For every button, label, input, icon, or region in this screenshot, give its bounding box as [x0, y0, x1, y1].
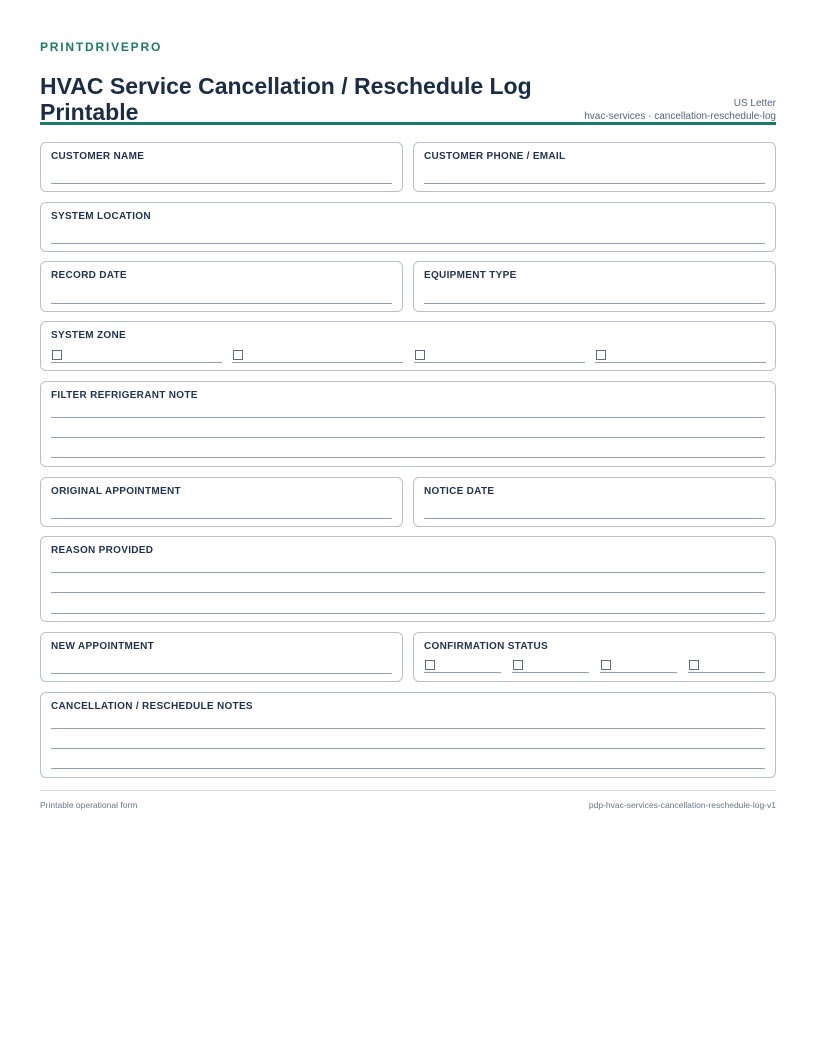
- status-checkbox-1[interactable]: [425, 660, 435, 670]
- field-label: SYSTEM ZONE: [51, 330, 126, 341]
- field-label: CANCELLATION / RESCHEDULE NOTES: [51, 701, 253, 712]
- form-page: [40, 40, 776, 125]
- notes-field[interactable]: [40, 692, 776, 778]
- field-label: ORIGINAL APPOINTMENT: [51, 486, 181, 497]
- field-label: CUSTOMER NAME: [51, 151, 145, 162]
- field-label: CONFIRMATION STATUS: [424, 641, 549, 652]
- field-label: REASON PROVIDED: [51, 545, 154, 556]
- zone-write-line-2[interactable]: [232, 362, 403, 363]
- zone-checkbox-3[interactable]: [415, 350, 425, 360]
- write-line[interactable]: [51, 673, 392, 674]
- field-label: EQUIPMENT TYPE: [424, 270, 517, 281]
- write-line[interactable]: [51, 572, 765, 573]
- zone-write-line-4[interactable]: [595, 362, 766, 363]
- field-label: FILTER REFRIGERANT NOTE: [51, 390, 198, 401]
- write-line[interactable]: [51, 457, 765, 458]
- original-appointment-field[interactable]: [40, 477, 403, 527]
- confirmation-status-field: [413, 632, 776, 682]
- status-write-line-2[interactable]: [512, 672, 589, 673]
- filter-note-field[interactable]: [40, 381, 776, 467]
- equipment-type-field[interactable]: [413, 261, 776, 312]
- zone-write-line-1[interactable]: [51, 362, 222, 363]
- customer-name-field[interactable]: [40, 142, 403, 192]
- brand-logo-text: PRINTDRIVEPRO: [40, 40, 163, 54]
- page-meta: [584, 97, 776, 123]
- system-location-field[interactable]: [40, 202, 776, 252]
- write-line[interactable]: [424, 183, 765, 184]
- page-header: [40, 54, 776, 125]
- status-write-line-1[interactable]: [424, 672, 501, 673]
- footer-form-id: pdp-hvac-services-cancellation-reschedule-log-v1: [588, 800, 776, 810]
- notice-date-field[interactable]: [413, 477, 776, 527]
- write-line[interactable]: [51, 518, 392, 519]
- form-path: hvac-services · cancellation-reschedule-log: [584, 111, 776, 122]
- footer-left-text: Printable operational form: [40, 800, 138, 810]
- zone-checkbox-2[interactable]: [233, 350, 243, 360]
- write-line[interactable]: [424, 303, 765, 304]
- write-line[interactable]: [51, 748, 765, 749]
- status-write-line-4[interactable]: [688, 672, 765, 673]
- write-line[interactable]: [51, 243, 765, 244]
- write-line[interactable]: [424, 518, 765, 519]
- status-write-line-3[interactable]: [600, 672, 677, 673]
- status-checkbox-3[interactable]: [601, 660, 611, 670]
- write-line[interactable]: [51, 417, 765, 418]
- field-label: CUSTOMER PHONE / EMAIL: [424, 151, 566, 162]
- field-label: SYSTEM LOCATION: [51, 211, 151, 222]
- customer-contact-field[interactable]: [413, 142, 776, 192]
- system-zone-field: [40, 321, 776, 371]
- reason-provided-field[interactable]: [40, 536, 776, 622]
- new-appointment-field[interactable]: [40, 632, 403, 682]
- zone-checkbox-1[interactable]: [52, 350, 62, 360]
- write-line[interactable]: [51, 728, 765, 729]
- field-label: RECORD DATE: [51, 270, 127, 281]
- status-checkbox-4[interactable]: [689, 660, 699, 670]
- field-label: NOTICE DATE: [424, 486, 495, 497]
- paper-size: US Letter: [733, 98, 776, 109]
- page-footer: [40, 790, 776, 810]
- write-line[interactable]: [51, 183, 392, 184]
- write-line[interactable]: [51, 768, 765, 769]
- page-title: HVAC Service Cancellation / Reschedule Log Printable: [40, 73, 532, 125]
- write-line[interactable]: [51, 613, 765, 614]
- zone-checkbox-4[interactable]: [596, 350, 606, 360]
- record-date-field[interactable]: [40, 261, 403, 312]
- write-line[interactable]: [51, 592, 765, 593]
- write-line[interactable]: [51, 437, 765, 438]
- zone-write-line-3[interactable]: [414, 362, 585, 363]
- status-checkbox-2[interactable]: [513, 660, 523, 670]
- field-label: NEW APPOINTMENT: [51, 641, 155, 652]
- write-line[interactable]: [51, 303, 392, 304]
